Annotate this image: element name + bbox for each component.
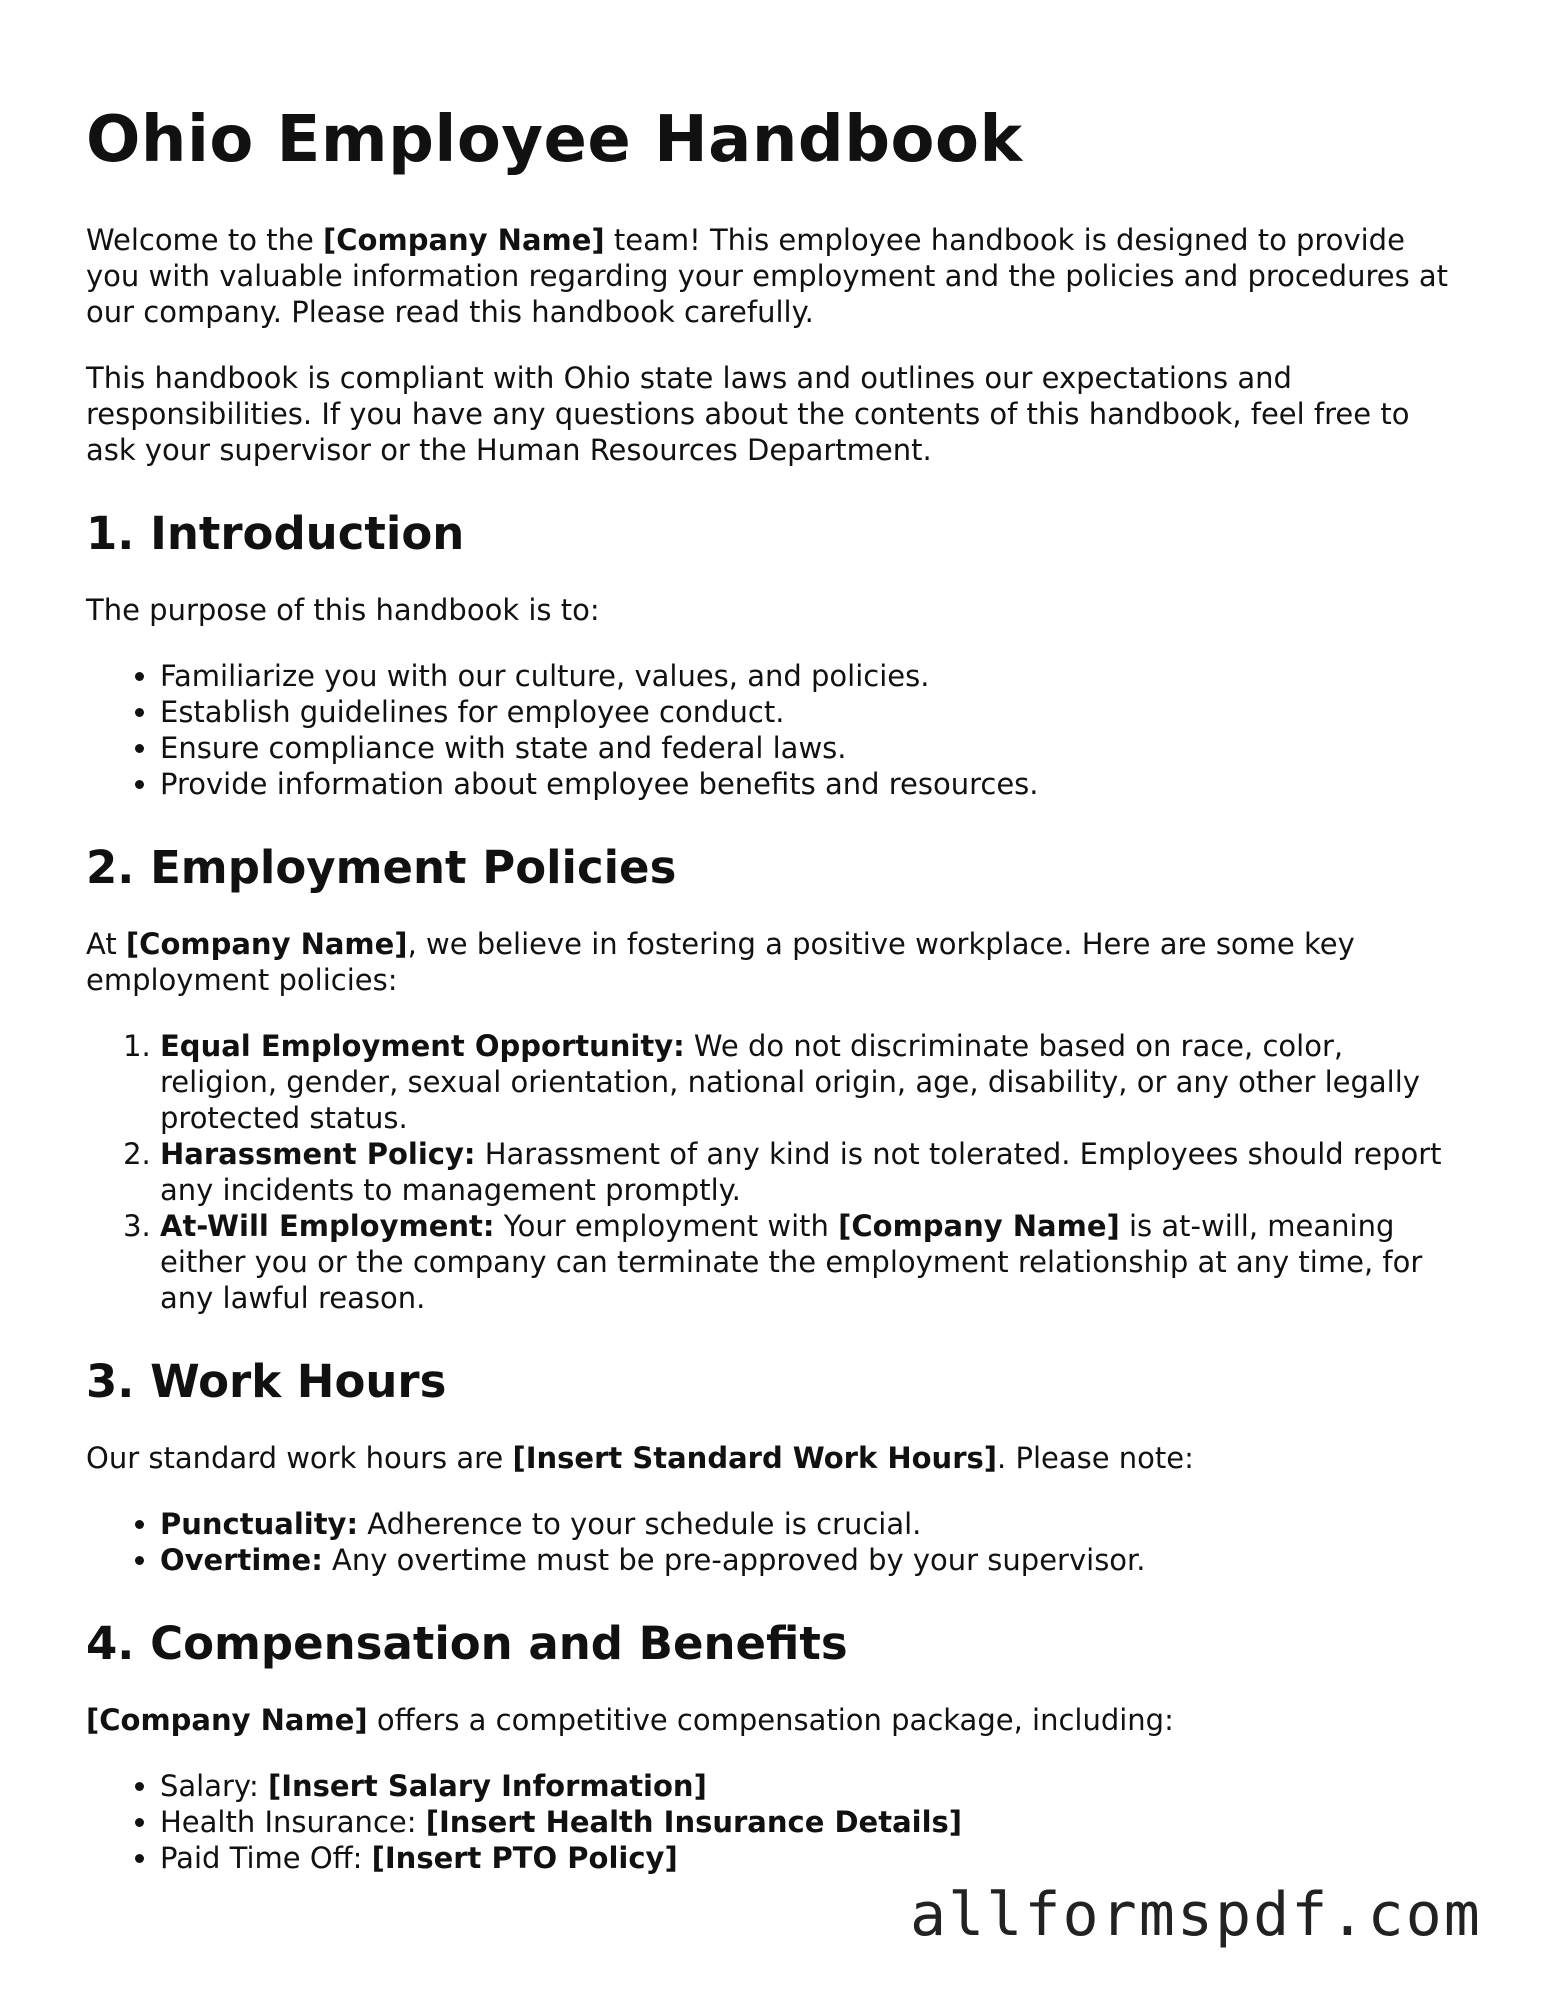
benefit-placeholder: [Insert Health Insurance Details] bbox=[425, 1805, 963, 1839]
list-item: • Provide information about employee benefits and resources. bbox=[160, 766, 1466, 802]
list-item bbox=[160, 1542, 1466, 1578]
rule-term: Overtime: bbox=[160, 1543, 323, 1577]
lead-text-a: Our standard work hours are bbox=[86, 1441, 513, 1475]
work-hours-lead bbox=[86, 1440, 1466, 1476]
company-name-placeholder: [Company Name] bbox=[323, 223, 605, 257]
introduction-lead: The purpose of this handbook is to: bbox=[86, 593, 600, 627]
lead-text-b: . Please note: bbox=[997, 1441, 1194, 1475]
policy-text: is at-will, meaning either you or the company can terminate the employment relationship at any time, for any lawful reason. bbox=[160, 1209, 1423, 1315]
policy-term: Equal Employment Opportunity: bbox=[160, 1029, 685, 1063]
list-item bbox=[160, 1804, 1466, 1840]
policy-term: At-Will Employment: bbox=[160, 1209, 495, 1243]
section-heading-introduction: 1. Introduction bbox=[86, 507, 465, 560]
employment-policies-lead bbox=[86, 926, 1466, 998]
policy-text: We do not discriminate based on race, color, religion, gender, sexual orientation, national origin, age, disability, or any other legally protected status. bbox=[160, 1029, 1420, 1135]
list-item: • Familiarize you with our culture, values, and policies. bbox=[160, 658, 1466, 694]
section-heading-compensation: 4. Compensation and Benefits bbox=[86, 1617, 848, 1670]
handbook-document bbox=[86, 100, 1466, 1906]
compensation-lead bbox=[86, 1702, 1466, 1738]
list-item: • Ensure compliance with state and federal laws. bbox=[160, 730, 1466, 766]
rule-term: Punctuality: bbox=[160, 1507, 359, 1541]
rule-text: Any overtime must be pre-approved by your supervisor. bbox=[322, 1543, 1146, 1577]
policy-term: Harassment Policy: bbox=[160, 1137, 476, 1171]
work-hours-placeholder: [Insert Standard Work Hours] bbox=[512, 1441, 998, 1475]
list-item bbox=[160, 1208, 1466, 1316]
list-item bbox=[160, 1768, 1466, 1804]
list-item: • Establish guidelines for employee conduct. bbox=[160, 694, 1466, 730]
compensation-list bbox=[86, 1768, 1466, 1876]
work-hours-list bbox=[86, 1506, 1466, 1578]
company-name-placeholder: [Company Name] bbox=[125, 927, 408, 961]
intro-text-a: Welcome to the bbox=[86, 223, 324, 257]
intro-paragraph-1 bbox=[86, 222, 1466, 330]
list-item bbox=[160, 1136, 1466, 1208]
company-name-placeholder: [Company Name] bbox=[86, 1703, 368, 1737]
lead-text-a: At bbox=[86, 927, 126, 961]
policy-text: Your employment with bbox=[494, 1209, 839, 1243]
list-item bbox=[160, 1028, 1466, 1136]
section-heading-employment-policies: 2. Employment Policies bbox=[86, 841, 677, 894]
section-heading-work-hours: 3. Work Hours bbox=[86, 1355, 447, 1408]
policy-text: Harassment of any kind is not tolerated. Employees should report any incidents to management promptly. bbox=[160, 1137, 1442, 1207]
employment-policies-list bbox=[86, 1028, 1466, 1316]
benefit-label: Paid Time Off: bbox=[160, 1841, 372, 1875]
purpose-list bbox=[86, 658, 1466, 802]
lead-text-b: offers a competitive compensation package, including: bbox=[367, 1703, 1174, 1737]
watermark: allformspdf.com bbox=[910, 1880, 1482, 1950]
rule-text: Adherence to your schedule is crucial. bbox=[358, 1507, 922, 1541]
document-title: Ohio Employee Handbook bbox=[86, 103, 1023, 177]
intro-paragraph-2: This handbook is compliant with Ohio state laws and outlines our expectations and responsibilities. If you have any questions about the contents of this handbook, feel free to ask your supervisor or the Human Resources Department. bbox=[86, 361, 1410, 467]
company-name-placeholder: [Company Name] bbox=[838, 1209, 1120, 1243]
benefit-label: Health Insurance: bbox=[160, 1805, 426, 1839]
benefit-placeholder: [Insert Salary Information] bbox=[267, 1769, 707, 1803]
benefit-placeholder: [Insert PTO Policy] bbox=[371, 1841, 678, 1875]
list-item bbox=[160, 1506, 1466, 1542]
list-item bbox=[160, 1840, 1466, 1876]
lead-text-b: , we believe in fostering a positive workplace. Here are some key employment policies: bbox=[86, 927, 1355, 997]
benefit-label: Salary: bbox=[160, 1769, 268, 1803]
intro-text-b: team! This employee handbook is designed to provide you with valuable information regarding your employment and the policies and procedures at our company. Please read this handbook carefully. bbox=[86, 223, 1449, 329]
